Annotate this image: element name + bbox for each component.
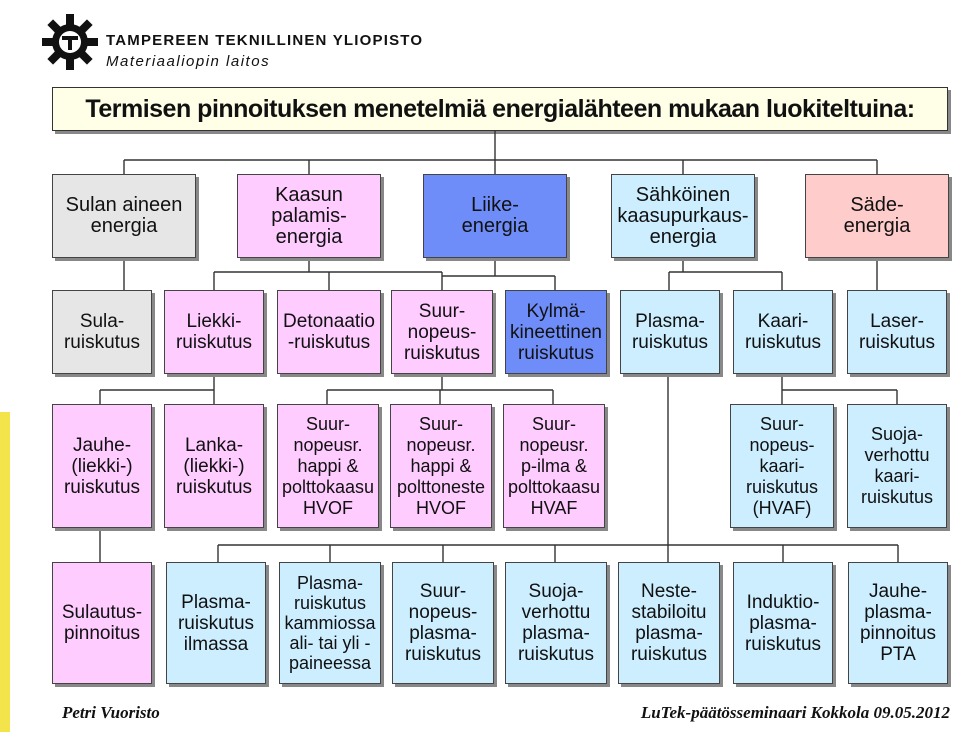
submethod-shrouded-arc	[847, 404, 947, 528]
submethod-label: Neste- stabiloitu plasma- ruiskutus	[630, 581, 708, 665]
footer-event: LuTek-päätösseminaari Kokkola 09.05.2012	[640, 703, 950, 722]
submethod-label: Induktio- plasma- ruiskutus	[744, 591, 822, 655]
submethod-label: Plasma- ruiskutus ilmassa	[177, 591, 255, 655]
method-node-laser-spraying	[847, 290, 947, 374]
submethod-chamber-plasma	[279, 562, 381, 684]
submethod-high-velocity-plasma	[392, 562, 494, 684]
energy-label: Kaasun palamis- energia	[271, 183, 347, 248]
university-name: TAMPEREEN TEKNILLINEN YLIOPISTO	[106, 32, 424, 49]
submethod-label: Jauhe- plasma- pinnoitus PTA	[859, 581, 937, 665]
submethod-powder-flame	[52, 404, 152, 528]
energy-node-combustion	[237, 174, 381, 258]
submethod-label: Suoja- verhottu kaari- ruiskutus	[860, 424, 934, 507]
method-label: Plasma- ruiskutus	[631, 311, 709, 353]
energy-node-electric	[611, 174, 755, 258]
energy-node-radiation	[805, 174, 949, 258]
submethod-hvof-liquid	[390, 404, 492, 528]
method-node-melt-spraying	[52, 290, 152, 374]
method-label: Suur- nopeus- ruiskutus	[403, 300, 481, 364]
method-label: Sula- ruiskutus	[63, 311, 141, 353]
submethod-induction-plasma	[733, 562, 833, 684]
method-label: Kaari- ruiskutus	[744, 311, 822, 353]
method-label: Detonaatio -ruiskutus	[283, 311, 375, 353]
diagram-title: Termisen pinnoituksen menetelmiä energialähteen mukaan luokiteltuina:	[85, 94, 915, 123]
submethod-fusion-coating	[52, 562, 152, 684]
submethod-label: Sulautus- pinnoitus	[61, 602, 143, 644]
method-node-cold-spray	[505, 290, 607, 374]
footer-author: Petri Vuoristo	[62, 703, 160, 722]
submethod-label: Lanka- (liekki-) ruiskutus	[175, 434, 253, 498]
method-node-high-velocity	[391, 290, 493, 374]
method-node-arc-spraying	[733, 290, 833, 374]
submethod-pta	[848, 562, 948, 684]
submethod-label: Suur- nopeus- kaari- ruiskutus (HVAF)	[745, 413, 819, 518]
submethod-high-velocity-arc	[730, 404, 834, 528]
submethod-label: Suur- nopeusr. happi & polttoneste HVOF	[396, 413, 486, 518]
energy-label: Säde- energia	[843, 194, 911, 237]
submethod-hvaf	[503, 404, 605, 528]
method-node-flame-spraying	[164, 290, 264, 374]
method-label: Kylmä- kineettinen ruiskutus	[510, 300, 602, 364]
submethod-label: Suur- nopeusr. happi & polttokaasu HVOF	[281, 413, 375, 518]
submethod-hvof-gas	[277, 404, 379, 528]
energy-node-molten	[52, 174, 196, 258]
department-name: Materiaaliopin laitos	[106, 53, 271, 70]
submethod-wire-flame	[164, 404, 264, 528]
energy-label: Sulan aineen energia	[65, 194, 183, 237]
submethod-liquid-stabilized-plasma	[618, 562, 720, 684]
submethod-label: Plasma- ruiskutus kammiossa ali- tai yli - paineessa	[284, 573, 376, 673]
method-label: Laser- ruiskutus	[858, 311, 936, 353]
submethod-label: Jauhe- (liekki-) ruiskutus	[63, 434, 141, 498]
submethod-air-plasma	[166, 562, 266, 684]
method-node-plasma-spraying	[620, 290, 720, 374]
submethod-shrouded-plasma	[505, 562, 607, 684]
submethod-label: Suoja- verhottu plasma- ruiskutus	[517, 581, 595, 665]
energy-label: Liike- energia	[461, 194, 529, 237]
method-node-detonation	[277, 290, 381, 374]
submethod-label: Suur- nopeus- plasma- ruiskutus	[404, 581, 482, 665]
submethod-label: Suur- nopeusr. p-ilma & polttokaasu HVAF	[507, 413, 601, 518]
energy-label: Sähköinen kaasupurkaus- energia	[617, 183, 749, 248]
energy-node-kinetic	[423, 174, 567, 258]
method-label: Liekki- ruiskutus	[175, 311, 253, 353]
